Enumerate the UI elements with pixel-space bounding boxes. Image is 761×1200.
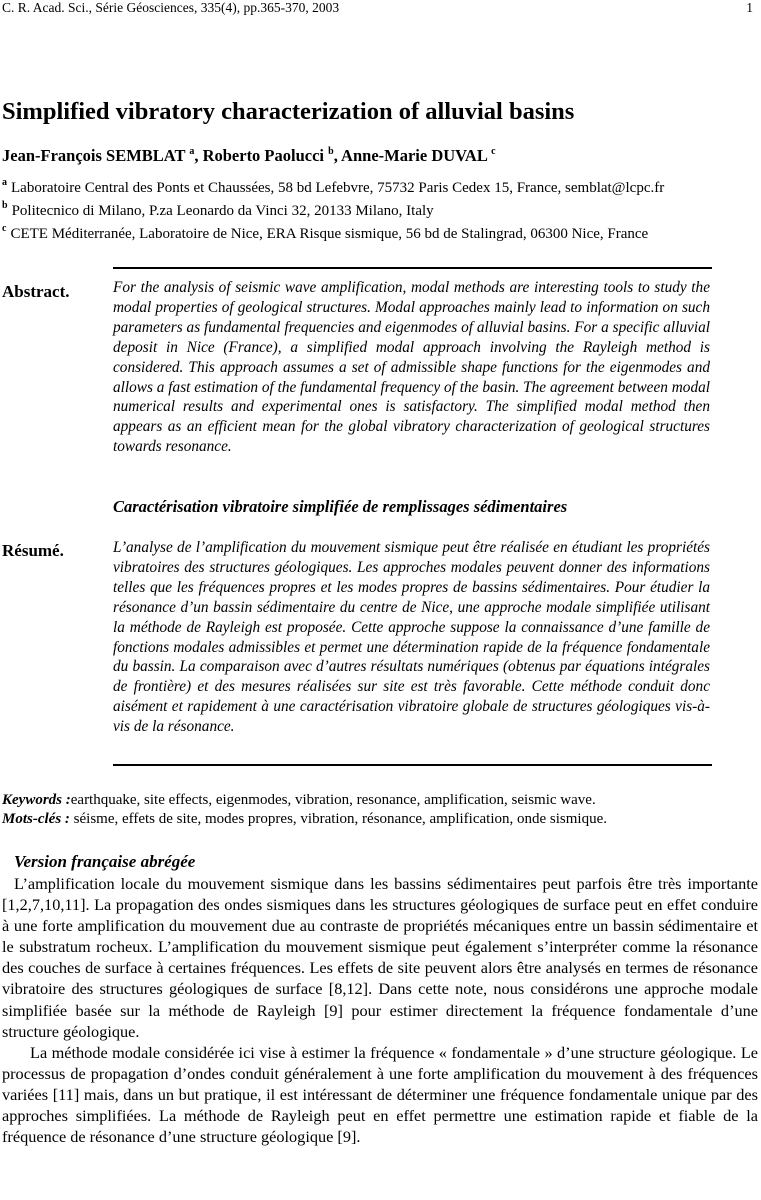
affiliation-a	[2, 177, 665, 197]
affiliation-mark: b	[2, 200, 8, 211]
author-separator: ,	[194, 146, 203, 165]
abstract-bottom-rule	[113, 764, 712, 766]
resume-label: Résumé.	[2, 541, 64, 560]
abstract-text: For the analysis of seismic wave amplification, modal methods are interesting tools to study the modal properties of geological structures. Modal approaches mainly lead to information on such parameters as fundamental frequencies and eigenmodes of alluvial basins. For a specific alluvial deposit in Nice (France), a simplified modal approach involving the Rayleigh method is considered. This approach assumes a set of admissible shape functions for the eigenmodes and allows a fast estimation of the fundamental frequency of the basin. The agreement between modal numerical results and experimental ones is satisfactory. The simplified modal method then appears as an efficient mean for the global vibratory characterization of geological structures towards resonance.	[113, 279, 710, 456]
body-paragraph: La méthode modale considérée ici vise à estimer la fréquence « fondamentale » d’une structure géologique. Le processus de propagation d’ondes conduit généralement à une forte amplification du mouvement à des fréquences variées [11] mais, dans un but pratique, il est intéressant de déterminer une fréquence fondamentale unique par des approches simplifiées. La méthode de Rayleigh peut en effet permettre une estimation rapide et fiable de la fréquence de résonance d’une structure géologique [9].	[2, 1042, 758, 1147]
abstract-label: Abstract.	[2, 282, 70, 301]
author-affiliation-mark: b	[328, 146, 334, 157]
keywords-text: earthquake, site effects, eigenmodes, vibration, resonance, amplification, seismic wave.	[70, 792, 596, 808]
author-list	[2, 146, 496, 166]
author-affiliation-mark: c	[491, 146, 496, 157]
french-title: Caractérisation vibratoire simplifiée de remplissages sédimentaires	[113, 497, 568, 516]
author-separator: ,	[333, 146, 342, 165]
mots-cles-text: séisme, effets de site, modes propres, vibration, résonance, amplification, onde sismique.	[73, 811, 607, 827]
resume-text: L’analyse de l’amplification du mouvement sismique peut être réalisée en étudiant les propriétés vibratoires des structures géologiques. Les approches modales peuvent donner des informations telles que les fréquences propres et les modes propres de bassins sédimentaires. Pour étudier la résonance d’un bassin sédimentaire du centre de Nice, une approche modale simplifiée utilisant la méthode de Rayleigh est proposée. Cette approche suppose la connaissance d’une famille de fonctions modales admissibles et permet une détermination rapide de la fréquence fondamentale du bassin. La comparaison avec d’autres résultats numériques (obtenus par équations intégrales de frontière) et des mesures réalisées sur site est très favorable. Cette méthode conduit donc aisément et rapidement à une caractérisation vibratoire globale de structures géologiques vis-à-vis de la résonance.	[113, 539, 710, 736]
keywords-label: Keywords :	[2, 792, 71, 808]
mots-cles-label: Mots-clés :	[2, 811, 70, 827]
version-francaise-body	[2, 873, 758, 1147]
paper-title: Simplified vibratory characterization of alluvial basins	[2, 98, 575, 125]
page-number: 1	[746, 0, 753, 15]
author-affiliation-mark: a	[189, 146, 195, 157]
affiliation-mark: c	[2, 223, 7, 234]
version-francaise-heading: Version française abrégée	[14, 852, 196, 871]
journal-citation: C. R. Acad. Sci., Série Géosciences, 335(4), pp.365-370, 2003	[2, 0, 340, 15]
affiliation-text: Politecnico di Milano, P.za Leonardo da Vinci 32, 20133 Milano, Italy	[11, 203, 434, 219]
author-name: Anne-Marie DUVAL	[341, 146, 487, 165]
affiliation-mark: a	[2, 177, 7, 188]
affiliation-b	[2, 200, 434, 220]
author-name: Jean-François SEMBLAT	[2, 146, 186, 165]
affiliation-c	[2, 223, 649, 243]
author-name: Roberto Paolucci	[202, 146, 325, 165]
mots-cles-line	[2, 811, 607, 828]
keywords-line	[2, 792, 596, 809]
body-paragraph: L’amplification locale du mouvement sismique dans les bassins sédimentaires peut parfois être très importante [1,2,7,10,11]. La propagation des ondes sismiques dans les structures géologiques de surface peut en effet conduire à une forte amplification du mouvement due au contraste de propriétés mécaniques entre un bassin sédimentaire et le substratum rocheux. L’amplification du mouvement sismique peut également s’interpréter comme la résonance des couches de surface à certaines fréquences. Les effets de site peuvent alors être analysés en termes de résonance vibratoire des structures géologiques de surface [8,12]. Dans cette note, nous considérons une approche modale simplifiée basée sur la méthode de Rayleigh [9] pour estimer directement la fréquence fondamentale d’une structure géologique.	[2, 874, 758, 1041]
abstract-top-rule	[113, 267, 712, 269]
affiliation-text: Laboratoire Central des Ponts et Chaussées, 58 bd Lefebvre, 75732 Paris Cedex 15, France, semblat@lcpc.fr	[11, 180, 665, 196]
affiliation-text: CETE Méditerranée, Laboratoire de Nice, ERA Risque sismique, 56 bd de Stalingrad, 06300 Nice, France	[10, 226, 649, 242]
